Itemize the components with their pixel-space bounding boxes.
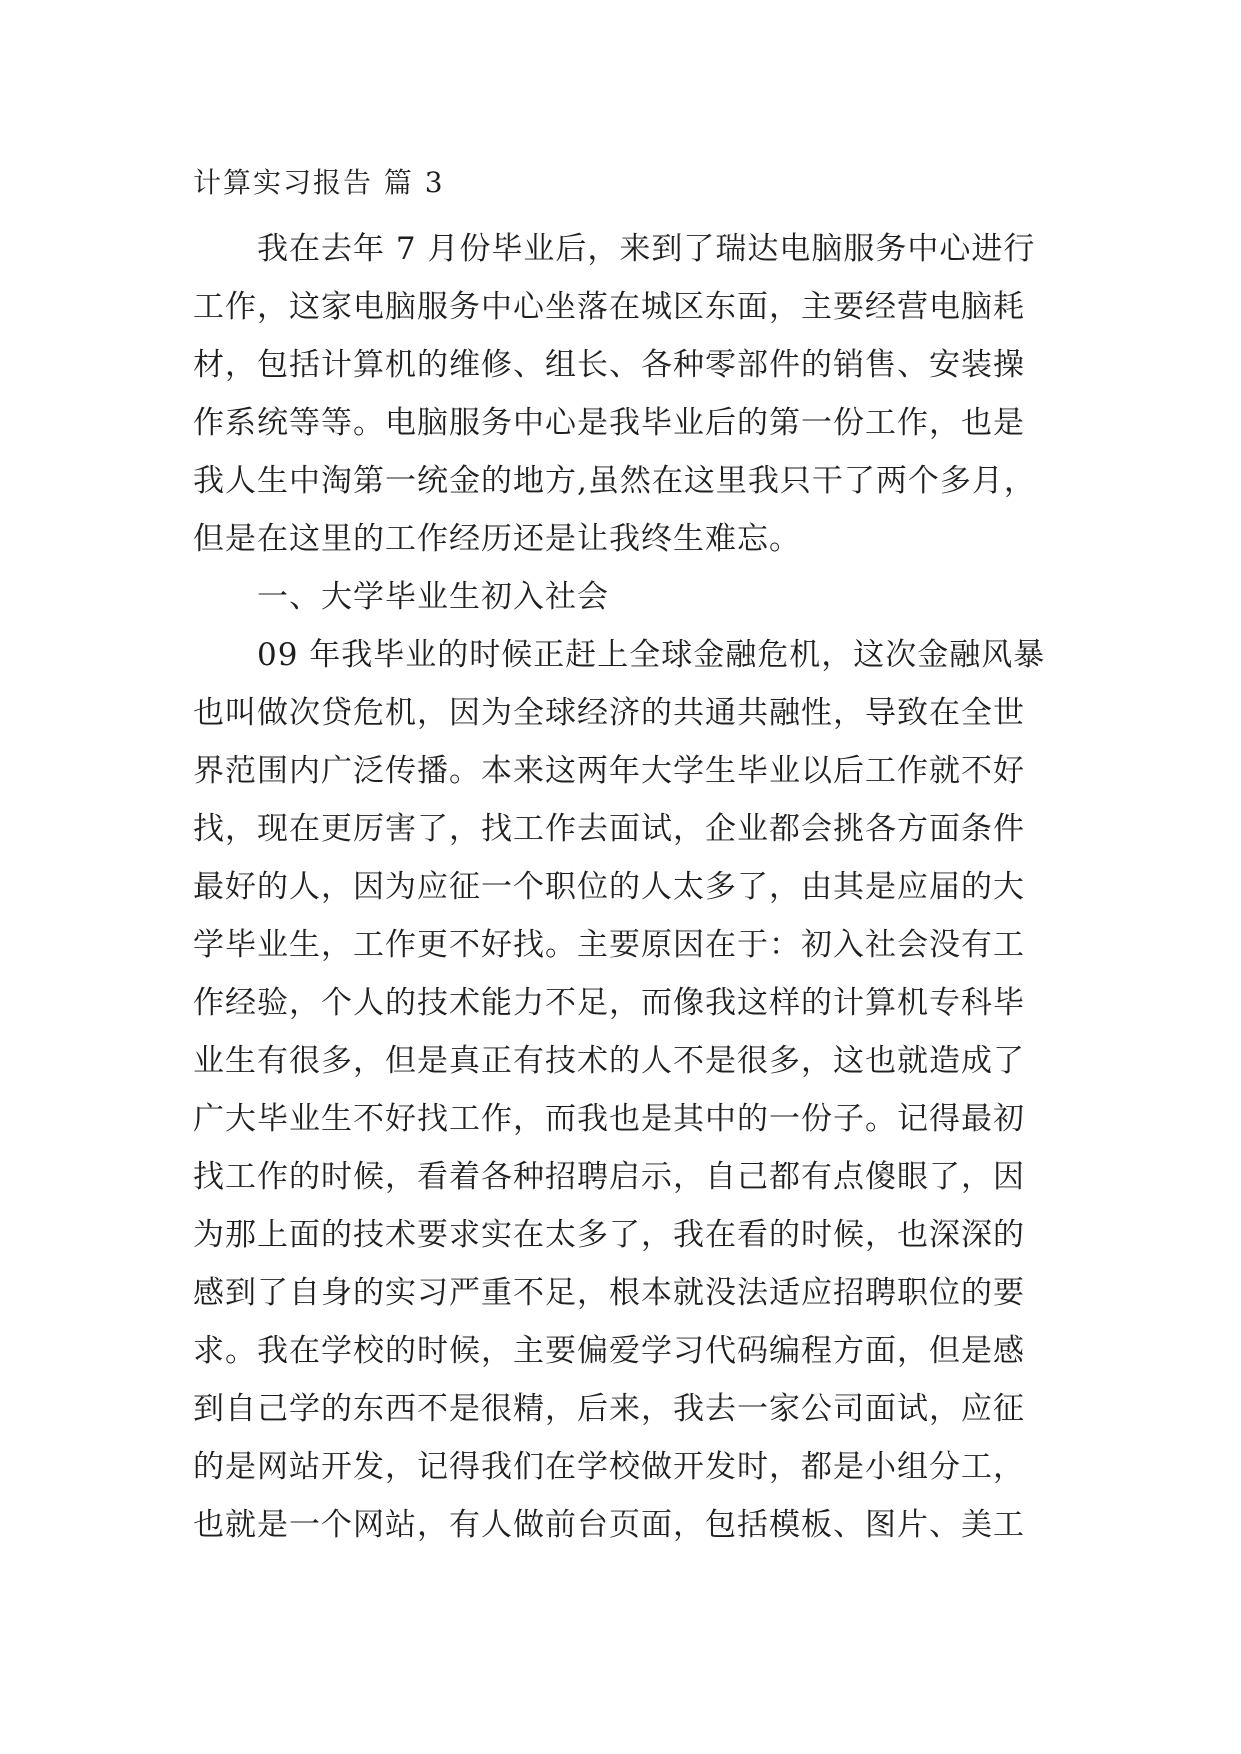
paragraph-line: 也就是一个网站，有人做前台页面，包括模板、图片、美工 [193, 1507, 1025, 1543]
paragraph-line: 工作，这家电脑服务中心坐落在城区东面，主要经营电脑耗 [193, 289, 1025, 325]
paragraph-line: 求。我在学校的时候，主要偏爱学习代码编程方面，但是感 [193, 1333, 1025, 1369]
document-body [193, 162, 1053, 1554]
paragraph-line: 感到了自身的实习严重不足，根本就没法适应招聘职位的要 [193, 1275, 1025, 1311]
paragraph-line: 也叫做次贷危机，因为全球经济的共通共融性，导致在全世 [193, 695, 1025, 731]
paragraph-line: 的是网站开发，记得我们在学校做开发时，都是小组分工， [193, 1449, 1025, 1485]
paragraph-line: 到自己学的东西不是很精，后来，我去一家公司面试，应征 [193, 1391, 1025, 1427]
paragraph-line: 我在去年 7 月份毕业后，来到了瑞达电脑服务中心进行 [257, 231, 1036, 267]
paragraph-line: 找工作的时候，看着各种招聘启示，自己都有点傻眼了，因 [193, 1159, 1025, 1195]
paragraph-line: 业生有很多，但是真正有技术的人不是很多，这也就造成了 [193, 1043, 1025, 1079]
paragraph-line: 最好的人，因为应征一个职位的人太多了，由其是应届的大 [193, 869, 1025, 905]
paragraph-line: 09 年我毕业的时候正赶上全球金融危机，这次金融风暴 [257, 637, 1046, 673]
section-heading: 一、大学毕业生初入社会 [257, 579, 609, 615]
paragraph-line: 作经验，个人的技术能力不足，而像我这样的计算机专科毕 [193, 985, 1025, 1021]
paragraph-line: 材，包括计算机的维修、组长、各种零部件的销售、安装操 [193, 347, 1025, 383]
paragraph-line: 为那上面的技术要求实在太多了，我在看的时候，也深深的 [193, 1217, 1025, 1253]
paragraph-line: 找，现在更厉害了，找工作去面试，企业都会挑各方面条件 [193, 811, 1025, 847]
paragraph-line: 作系统等等。电脑服务中心是我毕业后的第一份工作，也是 [193, 405, 1025, 441]
paragraph-line: 学毕业生，工作更不好找。主要原因在于：初入社会没有工 [193, 927, 1025, 963]
document-title: 计算实习报告 篇 3 [193, 166, 445, 199]
paragraph-line: 广大毕业生不好找工作，而我也是其中的一份子。记得最初 [193, 1101, 1025, 1137]
paragraph-line: 但是在这里的工作经历还是让我终生难忘。 [193, 521, 801, 557]
paragraph-line: 界范围内广泛传播。本来这两年大学生毕业以后工作就不好 [193, 753, 1025, 789]
paragraph-line: 我人生中淘第一统金的地方,虽然在这里我只干了两个多月， [193, 463, 1036, 499]
